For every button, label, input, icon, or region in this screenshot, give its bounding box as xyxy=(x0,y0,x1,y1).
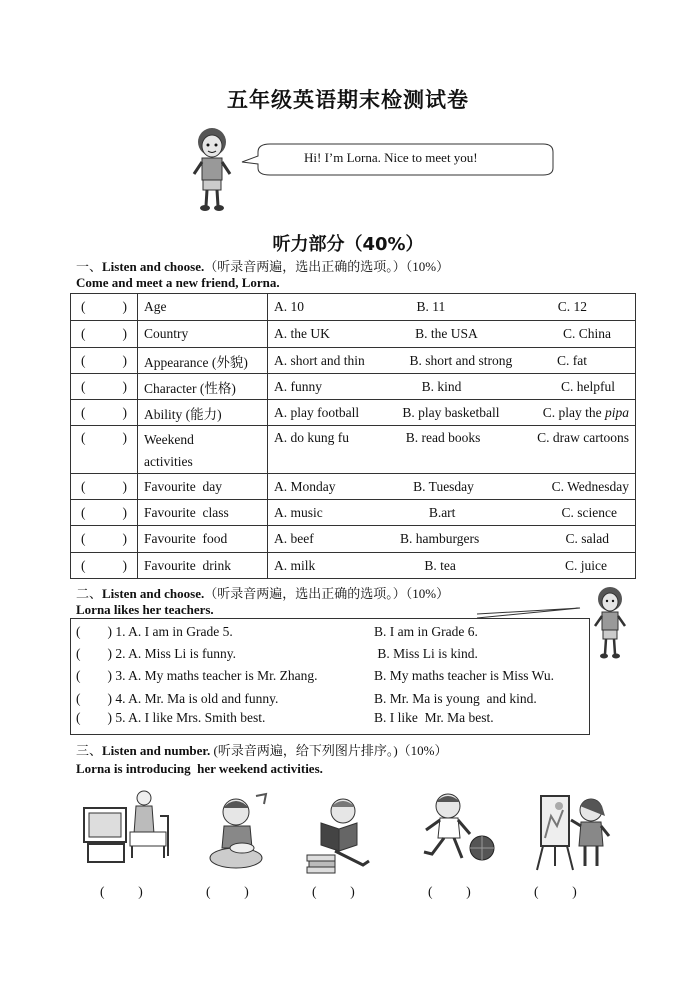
row-item: Favourite day xyxy=(138,474,268,500)
table-row xyxy=(71,553,636,579)
row-options: A. short and thin B. short and strong C. fat xyxy=(268,348,636,374)
section1-table xyxy=(70,293,636,579)
row-item: Favourite drink xyxy=(138,553,268,579)
row-options: A. milk B. tea C. juice xyxy=(268,553,636,579)
row-item: Favourite class xyxy=(138,500,268,526)
row-item: Character (性格) xyxy=(138,374,268,400)
section2-header xyxy=(76,583,449,602)
section3-header xyxy=(76,740,448,759)
answer-blank-4[interactable]: ( ) xyxy=(428,884,471,899)
section1-num: 一、 xyxy=(76,259,103,274)
reading-books-picture-icon xyxy=(305,795,377,877)
section2-note: （听录音两遍，选出正确的选项。）（10%） xyxy=(204,586,450,601)
table-row xyxy=(71,321,636,348)
answer-blank-3[interactable]: ( ) xyxy=(312,884,355,899)
doing-kung-fu-picture-icon xyxy=(206,790,278,872)
answer-blank[interactable]: ( ) xyxy=(71,500,138,526)
answer-blank[interactable]: ( ) xyxy=(71,426,138,474)
row-options: A. music B.art C. science xyxy=(268,500,636,526)
row-options: A. play football B. play basketball C. play the pipa xyxy=(268,400,636,426)
row-options: A. funny B. kind C. helpful xyxy=(268,374,636,400)
table-row xyxy=(71,294,636,321)
section2-head: Listen and choose. xyxy=(102,586,205,601)
answer-blank[interactable]: ( ) xyxy=(71,374,138,400)
question-row[interactable]: ( ) 3. A. My maths teacher is Mr. Zhang. B. My maths teacher is Miss Wu. xyxy=(76,668,554,683)
playing-basketball-picture-icon xyxy=(418,790,498,872)
table-row xyxy=(71,374,636,400)
table-row xyxy=(71,526,636,553)
section3-head: Listen and number. xyxy=(102,743,211,758)
section1-subtitle: Come and meet a new friend, Lorna. xyxy=(76,275,280,290)
section3-num: 三、 xyxy=(76,743,103,758)
section2-subtitle: Lorna likes her teachers. xyxy=(76,602,214,617)
row-options: A. do kung fu B. read books C. draw cartoons xyxy=(268,426,636,474)
table-row xyxy=(71,426,636,474)
question-row[interactable]: ( ) 5. A. I like Mrs. Smith best. B. I like Mr. Ma best. xyxy=(76,710,494,725)
row-item: Appearance (外貌) xyxy=(138,348,268,374)
answer-blank[interactable]: ( ) xyxy=(71,321,138,348)
answer-blank-2[interactable]: ( ) xyxy=(206,884,249,899)
question-row[interactable]: ( ) 2. A. Miss Li is funny. B. Miss Li is kind. xyxy=(76,646,478,661)
section1-head: Listen and choose. xyxy=(102,259,205,274)
answer-blank[interactable]: ( ) xyxy=(71,553,138,579)
section2-num: 二、 xyxy=(76,586,103,601)
table-row xyxy=(71,474,636,500)
answer-blank-1[interactable]: ( ) xyxy=(100,884,143,899)
row-item: Country xyxy=(138,321,268,348)
section3-note: (听录音两遍，给下列图片排序。)（10%） xyxy=(210,743,448,758)
row-item: Age xyxy=(138,294,268,321)
row-item: Weekend activities xyxy=(138,426,268,474)
table-row xyxy=(71,400,636,426)
answer-blank[interactable]: ( ) xyxy=(71,348,138,374)
row-options: A. 10 B. 11 C. 12 xyxy=(268,294,636,321)
lorna-small-icon xyxy=(591,584,631,662)
listening-part-title: 听力部分（40%） xyxy=(272,234,424,255)
row-item: Ability (能力) xyxy=(138,400,268,426)
section1-note: （听录音两遍，选出正确的选项。）（10%） xyxy=(204,259,450,274)
greeting-text: Hi! I’m Lorna. Nice to meet you! xyxy=(304,150,478,165)
section3-subtitle: Lorna is introducing her weekend activities. xyxy=(76,761,323,776)
lorna-figure-icon xyxy=(188,124,238,214)
page-title: 五年级英语期末检测试卷 xyxy=(227,88,469,112)
row-item: Favourite food xyxy=(138,526,268,553)
drawing-pictures-picture-icon xyxy=(533,786,613,874)
table-row xyxy=(71,500,636,526)
question-row[interactable]: ( ) 1. A. I am in Grade 5. B. I am in Grade 6. xyxy=(76,624,478,639)
question-row[interactable]: ( ) 4. A. Mr. Ma is old and funny. B. Mr. Ma is young and kind. xyxy=(76,691,537,706)
answer-blank[interactable]: ( ) xyxy=(71,400,138,426)
answer-blank[interactable]: ( ) xyxy=(71,294,138,321)
table-row xyxy=(71,348,636,374)
row-options: A. beef B. hamburgers C. salad xyxy=(268,526,636,553)
answer-blank-5[interactable]: ( ) xyxy=(534,884,577,899)
watching-tv-picture-icon xyxy=(80,786,175,874)
answer-blank[interactable]: ( ) xyxy=(71,474,138,500)
row-options: A. Monday B. Tuesday C. Wednesday xyxy=(268,474,636,500)
section1-header xyxy=(76,256,449,275)
row-options: A. the UK B. the USA C. China xyxy=(268,321,636,348)
answer-blank[interactable]: ( ) xyxy=(71,526,138,553)
